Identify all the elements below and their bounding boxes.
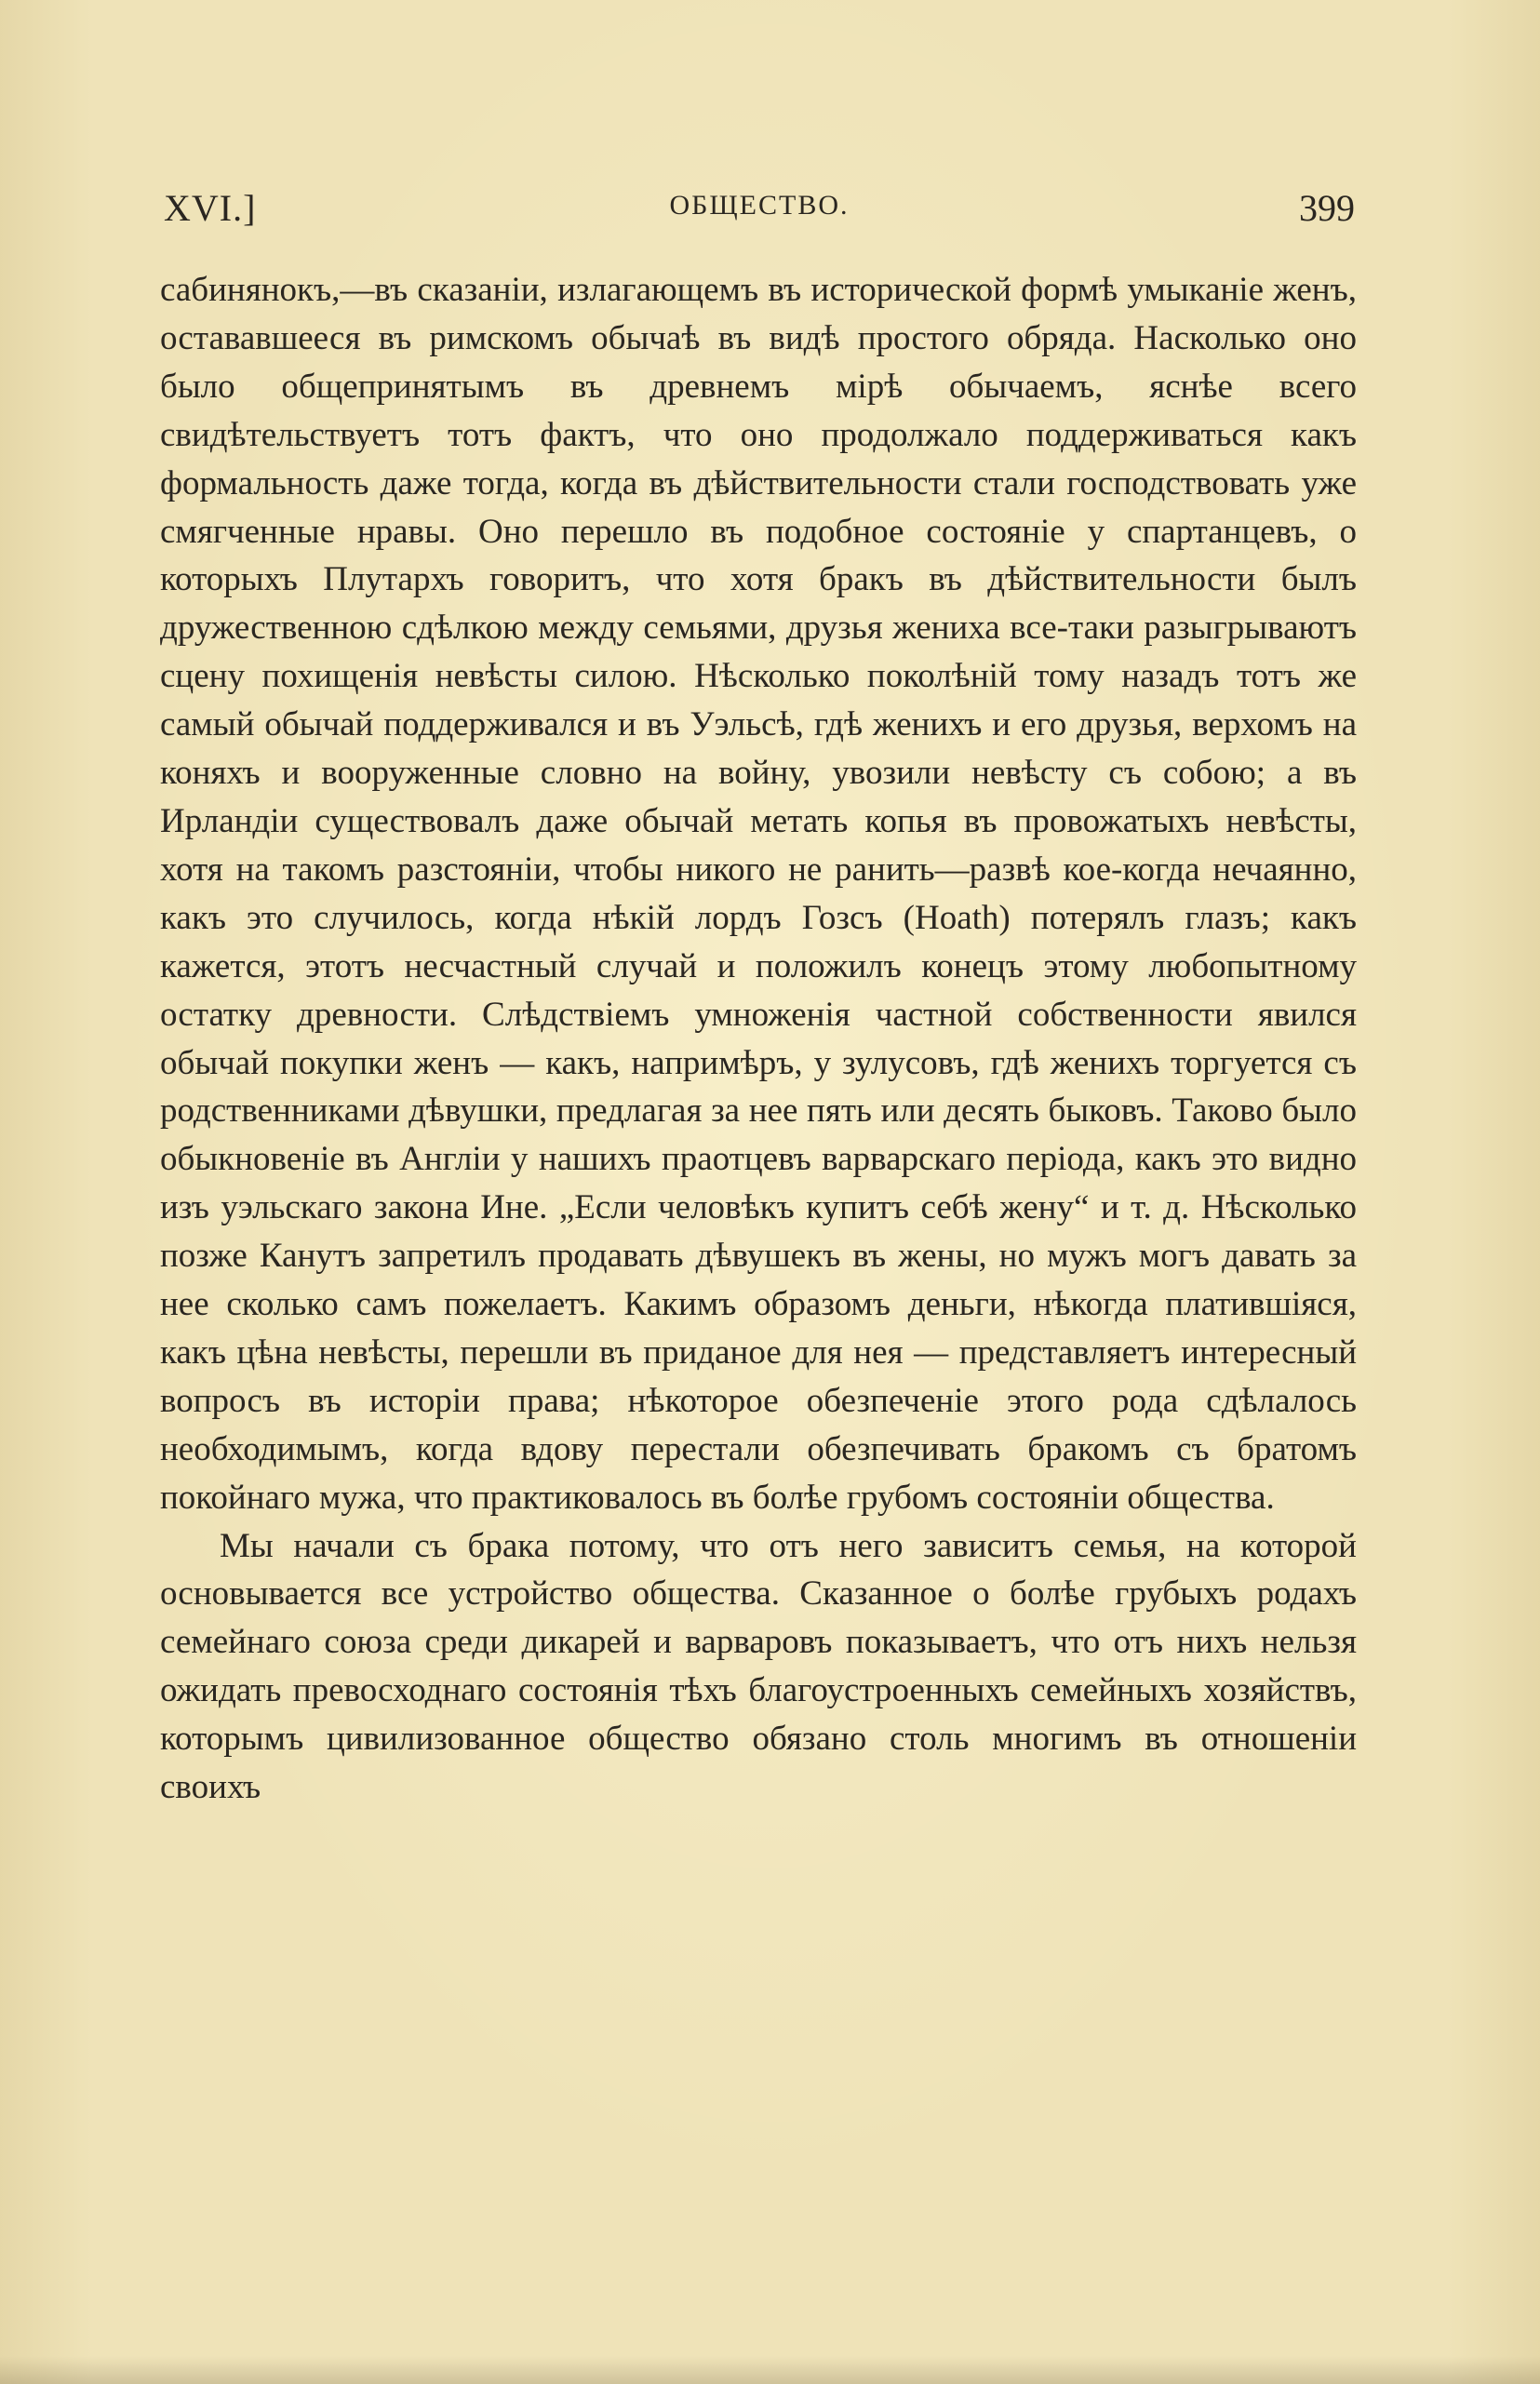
running-title: ОБЩЕСТВО. <box>669 190 850 221</box>
chapter-number: XVI.] <box>164 187 257 229</box>
paragraph: Мы начали съ брака потому, что отъ него зависитъ семья, на которой основывается все устройство общества. Сказанное о болѣе грубыхъ родахъ семейнаго союза среди дикарей и варваровъ показываетъ, что отъ нихъ нельзя ожидать превосходнаго состоянiя тѣхъ благоустроенныхъ семейныхъ хозяйствъ, которымъ цивилизованное общество обязано столь многимъ въ отношенiи своихъ <box>160 1526 1357 1807</box>
page-bottom-edge <box>0 2356 1540 2384</box>
page-number: 399 <box>1299 187 1355 229</box>
body-text <box>160 266 1357 1812</box>
paragraph-continued: сабинянокъ,—въ сказанiи, излагающемъ въ исторической формѣ умыканiе женъ, остававшееся въ римскомъ обычаѣ въ видѣ простого обряда. Насколько оно было общепринятымъ въ древнемъ мiрѣ обычаемъ, яснѣе всего свидѣтельствуетъ тотъ фактъ, что оно продолжало поддерживаться какъ формальность даже тогда, когда въ дѣйствительности стали господствовать уже смягченные нравы. Оно перешло въ подобное состоянiе у спартанцевъ, о которыхъ Плутархъ говоритъ, что хотя бракъ въ дѣйствительности былъ дружественною сдѣлкою между семьями, друзья жениха все-таки разыгрываютъ сцену похищенiя невѣсты силою. Нѣсколько поколѣнiй тому назадъ тотъ же самый обычай поддерживался и въ Уэльсѣ, гдѣ женихъ и его друзья, верхомъ на коняхъ и вооруженные словно на войну, увозили невѣсту съ собою; а въ Ирландiи существовалъ даже обычай метать копья въ провожатыхъ невѣсты, хотя на такомъ разстоянiи, чтобы никого не ранить—развѣ кое-когда нечаянно, какъ это случилось, когда нѣкiй лордъ Гозсъ (Hoath) потерялъ глазъ; какъ кажется, этотъ несчастный случай и положилъ конецъ этому любопытному остатку древности. Слѣдствiемъ умноженiя частной собственности явился обычай покупки женъ — какъ, напримѣръ, у зулусовъ, гдѣ женихъ торгуется съ родственниками дѣвушки, предлагая за нее пять или десять быковъ. Таково было обыкновенiе въ Англiи у нашихъ праотцевъ варварскаго перiода, какъ это видно изъ уэльскаго закона Ине. „Если человѣкъ купитъ себѣ жену“ и т. д. Нѣсколько позже Канутъ запретилъ продавать дѣвушекъ въ жены, но мужъ могъ давать за нее сколько самъ пожелаетъ. Какимъ образомъ деньги, нѣкогда платившiяся, какъ цѣна невѣсты, перешли въ приданое для нея — представляетъ интересный вопросъ въ исторiи права; нѣкоторое обезпеченiе этого рода сдѣлалось необходимымъ, когда вдову перестали обезпечивать бракомъ съ братомъ покойнаго мужа, что практиковалось въ болѣе грубомъ состоянiи общества. <box>160 271 1357 1517</box>
running-head <box>164 186 1355 242</box>
